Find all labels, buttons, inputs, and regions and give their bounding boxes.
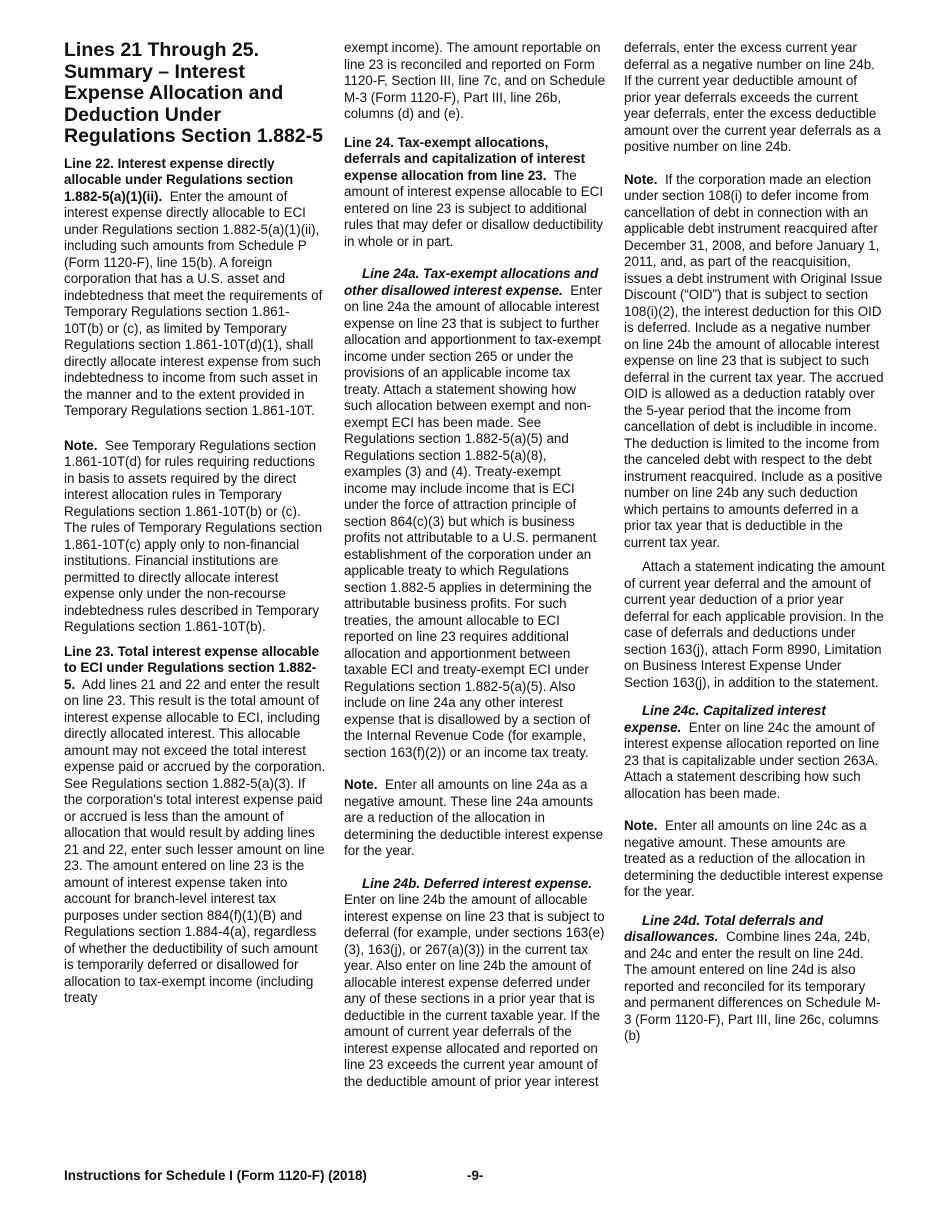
line-24-heading: Line 24. Tax-exempt allocations, deferrals and capitalization of interest expense allocation from line 23. [344,134,586,183]
paragraph-note-4 [624,818,886,901]
line-23-body: Add lines 21 and 22 and enter the result on line 23. This result is the total amount of interest expense allocable to ECI, including directly allocated interest. This allocable amount may not exceed the total interest expense paid or accrued by the corporation. See Regulations section 1.882-5(a)(3). If the corporation's total interest expense paid or accrued is less than the amount of allocation that would result by adding lines 21 and 22, enter such lesser amount on line 23. The amount entered on line 23 is the amount of interest expense taken into account for branch-level interest tax purposes under section 884(f)(1)(B) and Regulations section 1.884-4(a), regardless of whether the deductibility of such amount is temporarily deferred or disallowed for allocation to tax-exempt income (including treaty [64,676,326,1005]
note-4-label: Note. [624,818,658,833]
paragraph-line-24b-continued [624,40,886,156]
paragraph-line-24d [624,913,886,1045]
line-24a-heading: Line 24a. Tax-exempt allocations and other disallowed interest expense. [344,266,599,298]
line-22-heading: Line 22. Interest expense directly allocable under Regulations section 1.882-5(a)(1)(ii). [64,155,294,204]
line-24b-body: Enter on line 24b the amount of allocable interest expense on line 23 that is subject to deferral (for example, under sections 163(e)(3), 163(j), or 267(a)(3)) in the current tax year. Also enter on line 24b the amount of allocable interest expense deferred under any of these sections in a prior year that is deductible in the current taxable year. If the amount of current year deferrals of the interest expense allocated and reported on line 23 exceeds the current year amount of the deductible amount of prior year interest [344,892,605,1089]
paragraph-line-23 [64,644,326,1007]
note-1-body: See Temporary Regulations section 1.861-10T(d) for rules requiring reductions in basis to assets required by the direct interest allocation rules in Temporary Regulations section 1.861-10T(b) or (c). The rules of Temporary Regulations section 1.861-10T(c) apply only to non-financial institutions. Financial institutions are permitted to directly allocate interest expense only under the non-recourse indebtedness rules described in Temporary Regulations section 1.861-10T(b). [64,437,323,634]
page-number: -9- [467,1168,484,1183]
note-1-label: Note. [64,437,98,453]
line-24c-body: Enter on line 24c the amount of interest expense allocation reported on line 23 that is capitalizable under section 263A. Attach a statement describing how such allocation has been made. [624,719,880,801]
note-3-body: If the corporation made an election under section 108(i) to defer income from cancellation of debt in connection with an applicable debt instrument reacquired after December 31, 2008, and before January 1, 2011, and, as part of the reacquisition, issues a debt instrument with Original Issue Discount (“OID”) that is subject to section 108(i)(2), the interest deduction for this OID is deferred. Include as a negative number on line 24b the amount of allocable interest expense on line 23 that is subject to such deferral in the current tax year. The accrued OID is allowed as a deduction ratably over the 5-year period that the income from cancellation of debt is includible in income. The deduction is limited to the income from the canceled debt with respect to the debt instrument reacquired. Include as a positive number on line 24b any such deduction which pertains to amounts deferred in a prior tax year that is deductible in the current tax year. [624,171,884,550]
note-2-body: Enter all amounts on line 24a as a negative amount. These line 24a amounts are a reduction of the allocation in determining the deductible interest expense for the year. [344,777,604,858]
line-24b-body-continued: deferrals, enter the excess current year deferral as a negative number on line 24b. If the current year deductible amount of prior year deferrals exceeds the current year deferrals, enter the excess deductible amount over the current year deferrals as a positive number on line 24b. [624,40,881,154]
paragraph-attach-statement: Attach a statement indicating the amount of current year deferral and the amount of current year deduction of a prior year deferral for each applicable provision. In the case of deferrals and deductions under section 163(j), attach Form 8990, Limitation on Business Interest Expense Under Section 163(j), in addition to the statement. [624,559,885,690]
line-22-body: Enter the amount of interest expense directly allocable to ECI under Regulations section 1.882-5(a)(1)(ii), including such amounts from Schedule P (Form 1120-F), line 15(b). A foreign corporation that has a U.S. asset and indebtedness that meet the requirements of Temporary Regulations section 1.861-10T(b) or (c), as limited by Temporary Regulations section 1.861-10T(d)(1), shall directly allocate interest expense from such indebtedness to income from such asset in the manner and to the extent provided in Temporary Regulations section 1.861-10T. [64,188,323,418]
paragraph-line-22 [64,156,326,420]
paragraph-note-2 [344,777,606,860]
column-2 [344,40,606,1098]
note-3-label: Note. [624,171,658,187]
footer-title: Instructions for Schedule I (Form 1120-F) (2018) [64,1168,367,1183]
section-heading: Lines 21 Through 25. Summary – Interest Expense Allocation and Deduction Under Regulations Section 1.882-5 [64,39,323,147]
paragraph-note-1 [64,438,326,636]
column-1 [64,40,326,1015]
paragraph-line-24c [624,703,886,802]
paragraph-line-24b [344,876,606,1091]
line-23-heading: Line 23. Total interest expense allocable to ECI under Regulations section 1.882-5. [64,643,320,692]
line-23-body-continued: exempt income). The amount reportable on line 23 is reconciled and reported on Form 1120-F, Section III, line 7c, and on Schedule M-3 (Form 1120-F), Part III, line 26b, columns (d) and (e). [344,40,606,121]
paragraph-note-3 [624,172,886,552]
paragraph-line-23-continued [344,40,606,123]
note-4-body: Enter all amounts on line 24c as a negative amount. These amounts are treated as a reduction of the allocation in determining the deductible interest expense for the year. [624,818,884,899]
column-3 [624,40,886,1053]
paragraph-line-24 [344,135,606,251]
line-24b-heading: Line 24b. Deferred interest expense. [362,875,592,891]
paragraph-line-24a [344,266,606,761]
line-24d-body: Combine lines 24a, 24b, and 24c and enter the result on line 24d. The amount entered on line 24d is also reported and reconciled for its temporary and permanent differences on Schedule M-3 (Form 1120-F), Part III, line 26c, columns (b) [624,929,881,1043]
line-24a-body: Enter on line 24a the amount of allocable interest expense on line 23 that is subject to further allocation and apportionment to tax-exempt income under section 265 or under the provisions of an applicable income tax treaty. Attach a statement showing how such allocation between exempt and non-exempt ECI has been made. See Regulations section 1.882-5(a)(5) and Regulations section 1.882-5(a)(8), examples (3) and (4). Treaty-exempt income may include income that is ECI under the force of attraction principle of section 864(c)(3) but which is business profits not attributable to a U.S. permanent establishment of the corporation under an applicable treaty to which Regulations section 1.882-5 applies in determining the attributable business profits. For such treaties, the amount allocable to ECI reported on line 23 requires additional allocation and apportionment between taxable ECI and treaty-exempt ECI under Regulations section 1.882-5(a)(5). Also include on line 24a any other interest expense that is disallowed by a section of the Internal Revenue Code (for example, section 163(f)(2)) or an income tax treaty. [344,282,603,760]
page-footer [64,1168,886,1183]
note-2-label: Note. [344,777,378,792]
line-24d-heading: Line 24d. Total deferrals and disallowances. [624,912,824,944]
line-24c-heading: Line 24c. Capitalized interest expense. [624,703,826,735]
line-24-body: The amount of interest expense allocable to ECI entered on line 23 is subject to additional rules that may defer or disallow deductibility in whole or in part. [344,167,604,249]
